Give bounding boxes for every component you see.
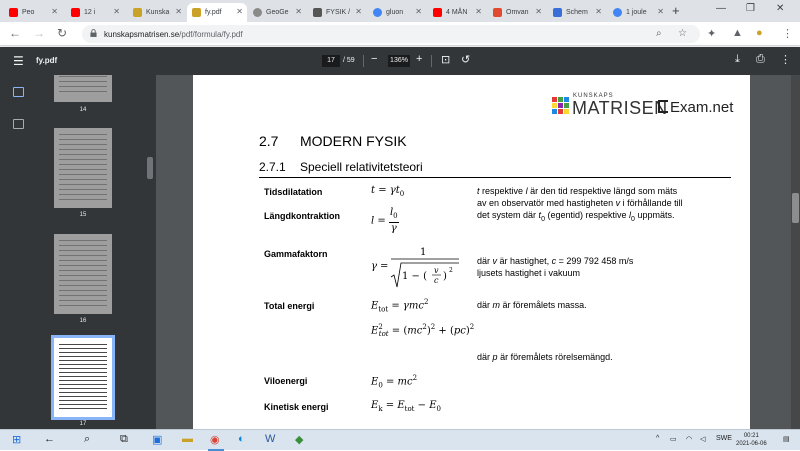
youtube-icon [433,8,442,17]
lock-icon [90,29,97,37]
print-icon[interactable]: ⎙ [756,53,765,65]
taskbar [0,429,800,450]
search-icon[interactable]: ⌕ [656,28,662,39]
thumbnail-label: 14 [79,107,87,113]
youtube-icon [71,8,80,17]
pdf-toolbar [0,47,800,75]
logo-grid-icon [552,97,569,114]
close-icon[interactable]: ✕ [295,7,302,16]
description-time-length: t respektive l är den tid respektive längd som mäts av en observatör med hastigheten v i förhållande till det system där $t_0$ (egentid) respektive $l_0$ uppmäts. [477,186,683,223]
notifications-icon[interactable]: ▤ [783,436,790,443]
divider [363,55,364,67]
word-icon[interactable]: W [265,433,276,445]
svg-text:1: 1 [420,247,427,258]
thumbnail-scrollbar[interactable] [146,75,154,429]
exam-logo-icon [658,100,668,113]
tray-expand-icon[interactable]: ^ [656,435,660,442]
page-number-input[interactable]: 17 [322,55,340,67]
thumbnail-panel [37,75,156,429]
pdf-sidebar [0,75,37,429]
back-arrow-icon[interactable]: ← [9,26,21,40]
svg-text:=: = [380,261,389,272]
svg-text:v: v [434,266,439,275]
svg-text:c: c [434,276,439,285]
formula-time-dilation: $t = \gamma t_0$ [371,185,405,198]
task-view-icon[interactable]: ⧉ [120,433,128,445]
url-domain: kunskapsmatrisen.se [104,29,180,39]
bookmark-star-icon[interactable]: ☆ [678,28,687,39]
new-tab-button[interactable]: + [672,3,680,18]
search-icon[interactable]: ⌕ [84,433,91,445]
tab-strip [0,0,800,22]
windows-start-icon[interactable]: ⊞ [12,434,22,446]
google-icon [613,8,622,17]
browser-tab[interactable]: Schem ✕ [548,3,606,22]
term-viloenergi: Viloenergi [264,376,308,386]
page-total: / 59 [343,57,355,64]
svg-text:1 − (: 1 − ( [402,271,427,282]
divider [431,55,432,67]
app-icon[interactable]: ◆ [295,434,304,446]
close-icon[interactable]: ✕ [113,7,120,16]
heading-rule [259,177,731,178]
subsection-heading: 2.7.1 Speciell relativitetsteori [259,160,423,174]
forward-arrow-icon[interactable]: → [33,26,45,40]
thumbnails-icon[interactable] [13,87,24,97]
wifi-icon[interactable]: ◠ [686,436,693,443]
browser-tab[interactable]: GeoGe ✕ [248,3,306,22]
address-bar[interactable] [82,25,700,43]
term-gammafaktorn: Gammafaktorn [264,249,328,259]
term-kinetisk-energi: Kinetisk energi [264,402,329,412]
browser-tab[interactable]: 12 i ✕ [66,3,124,22]
svg-text:): ) [443,271,447,282]
browser-tab[interactable]: 4 MÅN ✕ [428,3,486,22]
browser-tab[interactable]: gluon ✕ [368,3,426,22]
zoom-out-icon[interactable]: − [371,53,378,65]
svg-text:2: 2 [449,267,453,274]
extension-puzzle-icon[interactable]: ✦ [707,28,717,40]
formula-kinetic-energy: $E_k = E_{tot} - E_0$ [371,400,441,413]
reload-icon[interactable]: ↻ [57,26,68,40]
minimize-icon[interactable]: — [716,3,726,14]
formula-rest-energy: $E_0 = mc^2$ [371,374,418,390]
url-path: /pdf/formula/fy.pdf [179,29,243,39]
kunskapsmatrisen-icon [192,8,201,17]
pdf-viewer [156,75,800,429]
thumbnail-label: 16 [79,318,87,324]
zoom-in-icon[interactable]: + [416,53,423,65]
browser-tab[interactable]: 1 joule ✕ [608,3,668,22]
term-tidsdilatation: Tidsdilatation [264,187,323,197]
section-heading: 2.7 MODERN FYSIK [259,133,407,149]
volume-icon[interactable]: ◁ [700,436,706,443]
viewer-scrollbar[interactable] [791,75,800,429]
browser-tab[interactable]: FYSIK / ✕ [308,3,366,22]
formula-gamma [371,243,471,293]
chrome-icon[interactable]: ◉ [210,434,220,446]
rotate-icon[interactable]: ↺ [461,54,471,66]
outline-icon[interactable] [13,119,24,129]
download-icon[interactable]: ⤓ [735,53,740,65]
profile-avatar[interactable]: ● [756,27,763,39]
plus-cross-icon [493,8,502,17]
more-options-icon[interactable]: ⋮ [780,54,791,66]
pdf-page: KUNSKAPS MATRISEN Exam.net 2.7 MODERN FYSIK 2.7.1 Speciell relativitetsteori Tidsdilatation $t = \gamma t_0$ t respektive l är den tid respektive längd som mäts av en observatör med hastigheten v i förhållande till det system där $t_0$ (egentid) respektive $l_0$ uppmäts. Längdkontraktion l = $\frac{l_0}{\gamma}$ Gammafaktorn γ = 1 1 − ( v c ) 2 där v är hastighet, c = 299 792 458 m/s ljusets hastighet i vakuum Total energi $E_{tot} = \gamma mc^2$ där m är föremålets massa. $E^2_{tot} = (mc^2)^2 + (pc)^2$ där p är föremålets rörelsemängd. Viloenergi $E_0 = mc^2$ Kinetisk energi $E_k = E_{tot} - E_0$ [193,75,750,429]
edge-icon[interactable]: ◐ [238,433,245,445]
page-thumbnail[interactable] [54,75,112,102]
page-icon [313,8,322,17]
browser-tab[interactable]: Peo ✕ [4,3,62,22]
formula-length-contraction: l = $\frac{l_0}{\gamma}$ [371,207,398,234]
close-icon[interactable]: ✕ [175,7,182,16]
formula-energy-momentum: $E^2_{tot} = (mc^2)^2 + (pc)^2$ [371,323,475,339]
description-momentum: där p är föremålets rörelsemängd. [477,352,613,362]
term-total-energi: Total energi [264,301,315,311]
browser-tab[interactable]: Omvan ✕ [488,3,546,22]
term-langdkontraktion: Längdkontraktion [264,211,340,221]
file-explorer-icon[interactable]: ▬ [182,433,193,445]
more-menu-icon[interactable]: ⋮ [782,28,793,40]
extension-icon[interactable]: ▲ [732,27,743,39]
description-gamma: där v är hastighet, c = 299 792 458 m/s ljusets hastighet i vakuum [477,256,634,278]
browser-toolbar [0,22,800,46]
menu-hamburger-icon[interactable]: ☰ [13,54,24,68]
description-mass: där m är föremålets massa. [477,300,587,310]
close-icon[interactable]: ✕ [236,7,243,16]
svg-text:γ: γ [371,261,377,272]
google-icon [373,8,382,17]
schedule-icon [553,8,562,17]
language-indicator[interactable]: SWE [716,435,732,442]
gamma-formula-graphic [371,243,471,293]
page-thumbnail-selected[interactable] [54,338,112,417]
close-window-icon[interactable]: ✕ [776,3,785,14]
pdf-filename: fy.pdf [36,56,58,65]
close-icon[interactable]: ✕ [51,7,58,16]
fit-page-icon[interactable]: ⊡ [441,54,451,66]
close-icon[interactable]: ✕ [415,7,422,16]
maximize-icon[interactable]: ❐ [746,3,755,14]
page-thumbnail[interactable] [54,128,112,208]
thumbnail-label: 17 [79,421,87,427]
back-arrow-icon[interactable]: ← [44,433,55,445]
kunskapsmatrisen-icon [133,8,142,17]
close-icon[interactable]: ✕ [535,7,542,16]
network-icon[interactable]: ▭ [670,436,677,443]
formula-total-energy: $E_{tot} = \gamma mc^2$ [371,298,429,314]
zoom-input[interactable]: 136% [388,55,410,67]
page-thumbnail[interactable] [54,234,112,314]
browser-tab[interactable]: Kunska ✕ [128,3,186,22]
youtube-icon [9,8,18,17]
close-icon[interactable]: ✕ [595,7,602,16]
close-icon[interactable]: ✕ [657,7,664,16]
geogebra-icon [253,8,262,17]
browser-tab-active[interactable]: fy.pdf ✕ [187,3,247,22]
thumbnail-label: 15 [79,212,87,218]
store-icon[interactable]: ▣ [152,434,163,446]
close-icon[interactable]: ✕ [355,7,362,16]
close-icon[interactable]: ✕ [475,7,482,16]
clock[interactable]: 00:21 2021-06-06 [736,433,767,447]
